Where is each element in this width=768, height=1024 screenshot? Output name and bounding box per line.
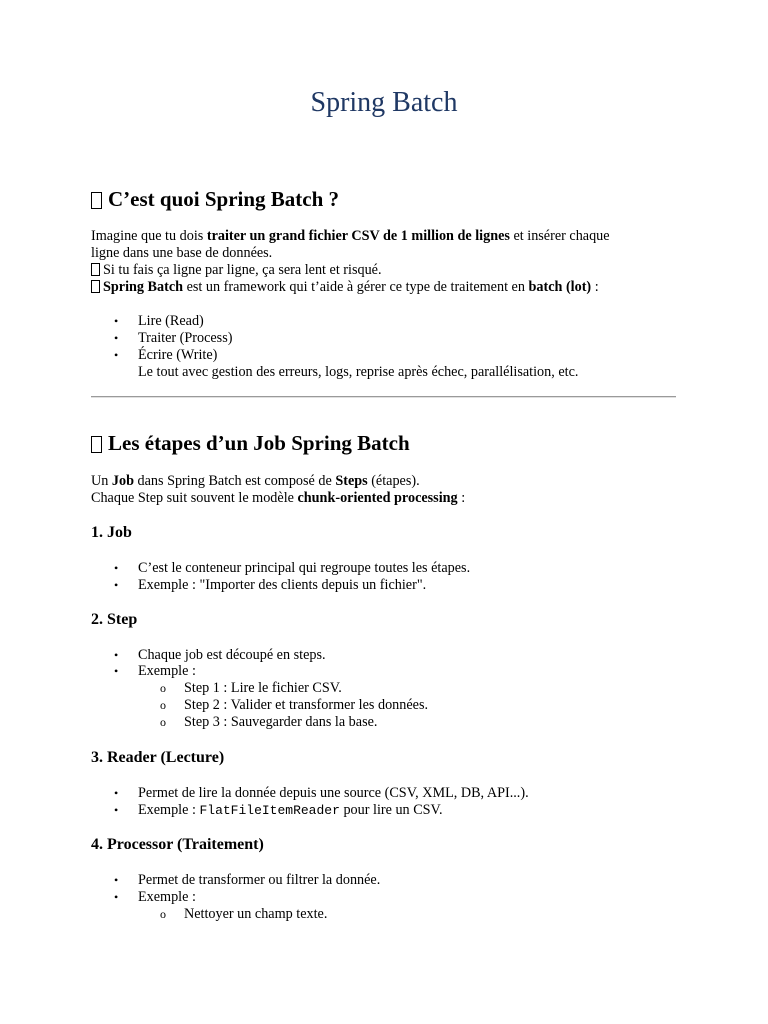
sub-bullet: o — [160, 681, 166, 695]
sub-list-item: Step 3 : Sauvegarder dans la base. — [184, 714, 378, 730]
horizontal-divider — [91, 396, 676, 398]
bullet: • — [114, 348, 119, 362]
unknown-glyph-icon — [91, 263, 100, 276]
list-item: Exemple : — [138, 889, 196, 905]
subheading-job: 1. Job — [91, 524, 132, 541]
bullet: • — [114, 331, 119, 345]
list-item: Traiter (Process) — [138, 330, 233, 346]
document-title: Spring Batch — [310, 87, 458, 118]
subheading-reader: 3. Reader (Lecture) — [91, 749, 225, 766]
list-item: Chaque job est découpé en steps. — [138, 647, 326, 663]
sub-bullet: o — [160, 698, 166, 712]
bullet: • — [114, 890, 119, 904]
sub-list-item: Step 2 : Valider et transformer les données. — [184, 697, 429, 713]
sub-bullet: o — [160, 715, 166, 729]
subheading-processor: 4. Processor (Traitement) — [91, 836, 264, 853]
section-heading-what-is: C’est quoi Spring Batch ? — [91, 186, 339, 212]
code-class-name: FlatFileItemReader — [199, 803, 340, 818]
sub-list-item: Nettoyer un champ texte. — [184, 906, 328, 922]
bullet: • — [114, 561, 119, 575]
list-item-note: Le tout avec gestion des erreurs, logs, reprise après échec, parallélisation, etc. — [138, 364, 579, 380]
unknown-glyph-icon — [91, 280, 100, 293]
sub-list-item: Step 1 : Lire le fichier CSV. — [184, 680, 342, 696]
list-item: Lire (Read) — [138, 313, 204, 329]
list-item: C’est le conteneur principal qui regroupe toutes les étapes. — [138, 560, 471, 576]
intro-paragraph: Imagine que tu dois traiter un grand fichier CSV de 1 million de lignes et insérer chaque ligne dans une base de données. Si tu fais ça ligne par ligne, ça sera lent et risqué. Spring Batch est un framework qui t’aide à gérer ce type de traitement en batch (lot) : — [91, 228, 610, 295]
bullet: • — [114, 648, 119, 662]
list-item: Exemple : — [138, 663, 196, 679]
unknown-glyph-icon — [91, 436, 102, 453]
list-item: Écrire (Write) — [138, 347, 218, 363]
bullet: • — [114, 578, 119, 592]
bullet: • — [114, 314, 119, 328]
section-heading-job-steps: Les étapes d’un Job Spring Batch — [91, 430, 410, 456]
subheading-step: 2. Step — [91, 611, 138, 628]
list-item: Permet de lire la donnée depuis une source (CSV, XML, DB, API...). — [138, 785, 529, 801]
bullet: • — [114, 786, 119, 800]
unknown-glyph-icon — [91, 192, 102, 209]
sub-bullet: o — [160, 907, 166, 921]
job-intro-paragraph: Un Job dans Spring Batch est composé de Steps (étapes). Chaque Step suit souvent le modèle chunk-oriented processing : — [91, 473, 466, 506]
list-item: Exemple : "Importer des clients depuis un fichier". — [138, 577, 427, 593]
list-item: Exemple : FlatFileItemReader pour lire un CSV. — [138, 802, 443, 818]
list-item: Permet de transformer ou filtrer la donnée. — [138, 872, 381, 888]
bullet: • — [114, 873, 119, 887]
bullet: • — [114, 803, 119, 817]
bullet: • — [114, 664, 119, 678]
